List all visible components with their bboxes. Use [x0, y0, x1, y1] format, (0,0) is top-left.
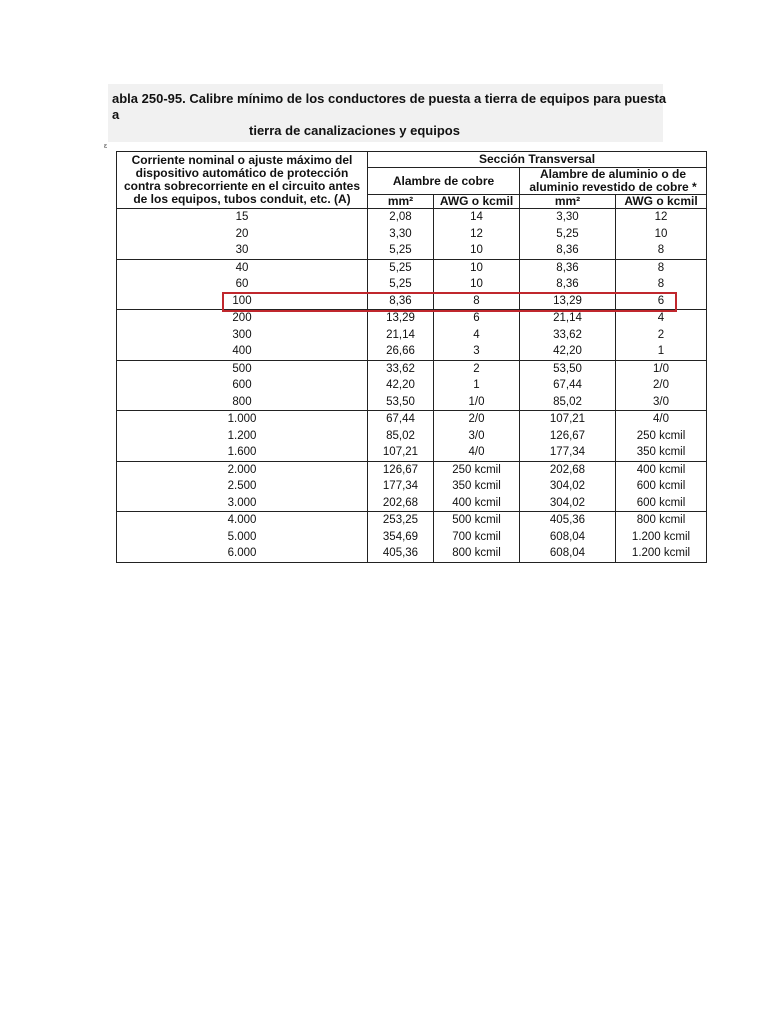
cell-copper-awg: 350 kcmil [434, 478, 520, 495]
cell-current-rating: 100 [117, 293, 368, 310]
cell-aluminum-awg: 350 kcmil [616, 444, 707, 461]
cell-current-rating: 40 [117, 259, 368, 276]
header-current-rating: Corriente nominal o ajuste máximo del dispositivo automático de protección contra sobrecorriente en el circuito antes de los equipos, tubos conduit, etc. (A) [117, 152, 368, 209]
cell-copper-mm2: 5,25 [368, 276, 434, 293]
cell-aluminum-awg: 4 [616, 310, 707, 327]
cell-aluminum-mm2: 42,20 [520, 343, 616, 360]
header-aluminum-mm2: mm² [520, 195, 616, 209]
cell-copper-mm2: 2,08 [368, 209, 434, 226]
table-row [117, 411, 707, 428]
cell-aluminum-awg: 8 [616, 276, 707, 293]
table-title [112, 91, 667, 139]
cell-aluminum-mm2: 8,36 [520, 276, 616, 293]
table-row [117, 512, 707, 529]
table-row [117, 293, 707, 310]
cell-aluminum-awg: 6 [616, 293, 707, 310]
table-row [117, 310, 707, 327]
cell-copper-awg: 14 [434, 209, 520, 226]
cell-aluminum-mm2: 177,34 [520, 444, 616, 461]
table-row [117, 242, 707, 259]
table-row [117, 327, 707, 344]
cell-copper-mm2: 53,50 [368, 394, 434, 411]
table-row [117, 276, 707, 293]
cell-aluminum-awg: 800 kcmil [616, 512, 707, 529]
cell-aluminum-mm2: 67,44 [520, 377, 616, 394]
header-copper-awg: AWG o kcmil [434, 195, 520, 209]
cell-aluminum-awg: 8 [616, 259, 707, 276]
cell-aluminum-mm2: 8,36 [520, 259, 616, 276]
cell-copper-mm2: 67,44 [368, 411, 434, 428]
table-row [117, 529, 707, 546]
cell-copper-awg: 2 [434, 360, 520, 377]
cell-copper-mm2: 107,21 [368, 444, 434, 461]
cell-current-rating: 600 [117, 377, 368, 394]
header-copper-mm2: mm² [368, 195, 434, 209]
cell-aluminum-mm2: 202,68 [520, 461, 616, 478]
cell-aluminum-mm2: 3,30 [520, 209, 616, 226]
cell-copper-awg: 6 [434, 310, 520, 327]
cell-aluminum-awg: 8 [616, 242, 707, 259]
cell-aluminum-awg: 4/0 [616, 411, 707, 428]
table-row [117, 360, 707, 377]
cell-copper-awg: 250 kcmil [434, 461, 520, 478]
cell-current-rating: 5.000 [117, 529, 368, 546]
corner-mark: ε [104, 143, 108, 150]
table-row [117, 394, 707, 411]
cell-copper-mm2: 26,66 [368, 343, 434, 360]
cell-aluminum-mm2: 107,21 [520, 411, 616, 428]
header-aluminum-wire: Alambre de aluminio o de aluminio revestido de cobre * [520, 168, 707, 195]
cell-copper-awg: 8 [434, 293, 520, 310]
table-row [117, 495, 707, 512]
cell-aluminum-mm2: 85,02 [520, 394, 616, 411]
cell-copper-mm2: 8,36 [368, 293, 434, 310]
cell-current-rating: 15 [117, 209, 368, 226]
cell-copper-mm2: 13,29 [368, 310, 434, 327]
cell-aluminum-awg: 600 kcmil [616, 495, 707, 512]
header-copper-wire: Alambre de cobre [368, 168, 520, 195]
table-row [117, 545, 707, 562]
cell-copper-mm2: 85,02 [368, 428, 434, 445]
cell-current-rating: 1.000 [117, 411, 368, 428]
cell-copper-mm2: 253,25 [368, 512, 434, 529]
cell-current-rating: 300 [117, 327, 368, 344]
cell-copper-awg: 3 [434, 343, 520, 360]
cell-current-rating: 800 [117, 394, 368, 411]
cell-copper-awg: 10 [434, 259, 520, 276]
cell-copper-mm2: 177,34 [368, 478, 434, 495]
cell-copper-mm2: 42,20 [368, 377, 434, 394]
cell-aluminum-mm2: 13,29 [520, 293, 616, 310]
table-row [117, 209, 707, 226]
cell-aluminum-awg: 1.200 kcmil [616, 545, 707, 562]
cell-copper-awg: 4/0 [434, 444, 520, 461]
table-row [117, 461, 707, 478]
cell-copper-awg: 700 kcmil [434, 529, 520, 546]
header-aluminum-awg: AWG o kcmil [616, 195, 707, 209]
cell-aluminum-mm2: 405,36 [520, 512, 616, 529]
cell-current-rating: 20 [117, 226, 368, 243]
cell-copper-awg: 2/0 [434, 411, 520, 428]
cell-current-rating: 400 [117, 343, 368, 360]
cell-aluminum-awg: 2/0 [616, 377, 707, 394]
cell-copper-awg: 500 kcmil [434, 512, 520, 529]
cell-aluminum-mm2: 608,04 [520, 529, 616, 546]
title-line-2: tierra de canalizaciones y equipos [249, 123, 460, 138]
cell-copper-mm2: 5,25 [368, 242, 434, 259]
grounding-conductor-table [116, 151, 707, 563]
cell-copper-mm2: 126,67 [368, 461, 434, 478]
table-row [117, 226, 707, 243]
cell-aluminum-mm2: 33,62 [520, 327, 616, 344]
cell-aluminum-mm2: 53,50 [520, 360, 616, 377]
cell-copper-awg: 800 kcmil [434, 545, 520, 562]
cell-aluminum-awg: 400 kcmil [616, 461, 707, 478]
cell-aluminum-awg: 1/0 [616, 360, 707, 377]
table-row [117, 478, 707, 495]
cell-aluminum-awg: 1.200 kcmil [616, 529, 707, 546]
cell-copper-mm2: 21,14 [368, 327, 434, 344]
cell-current-rating: 1.200 [117, 428, 368, 445]
cell-current-rating: 60 [117, 276, 368, 293]
cell-copper-mm2: 354,69 [368, 529, 434, 546]
cell-current-rating: 6.000 [117, 545, 368, 562]
cell-copper-awg: 3/0 [434, 428, 520, 445]
cell-aluminum-awg: 10 [616, 226, 707, 243]
cell-aluminum-mm2: 304,02 [520, 495, 616, 512]
cell-copper-awg: 1 [434, 377, 520, 394]
cell-aluminum-mm2: 608,04 [520, 545, 616, 562]
cell-aluminum-awg: 12 [616, 209, 707, 226]
header-cross-section: Sección Transversal [368, 152, 707, 168]
cell-aluminum-awg: 600 kcmil [616, 478, 707, 495]
table-row [117, 259, 707, 276]
cell-copper-awg: 10 [434, 242, 520, 259]
cell-copper-awg: 12 [434, 226, 520, 243]
cell-copper-awg: 1/0 [434, 394, 520, 411]
cell-aluminum-awg: 3/0 [616, 394, 707, 411]
cell-copper-mm2: 3,30 [368, 226, 434, 243]
cell-copper-mm2: 33,62 [368, 360, 434, 377]
cell-copper-mm2: 202,68 [368, 495, 434, 512]
cell-aluminum-mm2: 5,25 [520, 226, 616, 243]
cell-aluminum-mm2: 304,02 [520, 478, 616, 495]
cell-copper-awg: 400 kcmil [434, 495, 520, 512]
title-line-1: abla 250-95. Calibre mínimo de los conductores de puesta a tierra de equipos para puesta a [112, 91, 667, 122]
cell-aluminum-awg: 2 [616, 327, 707, 344]
cell-aluminum-awg: 250 kcmil [616, 428, 707, 445]
table-row [117, 428, 707, 445]
cell-aluminum-mm2: 126,67 [520, 428, 616, 445]
cell-aluminum-mm2: 21,14 [520, 310, 616, 327]
cell-current-rating: 2.000 [117, 461, 368, 478]
table-body [117, 209, 707, 563]
cell-copper-mm2: 5,25 [368, 259, 434, 276]
cell-current-rating: 500 [117, 360, 368, 377]
cell-copper-mm2: 405,36 [368, 545, 434, 562]
table-row [117, 444, 707, 461]
table-row [117, 377, 707, 394]
cell-current-rating: 1.600 [117, 444, 368, 461]
cell-copper-awg: 4 [434, 327, 520, 344]
cell-current-rating: 200 [117, 310, 368, 327]
cell-current-rating: 2.500 [117, 478, 368, 495]
cell-aluminum-awg: 1 [616, 343, 707, 360]
cell-current-rating: 30 [117, 242, 368, 259]
cell-copper-awg: 10 [434, 276, 520, 293]
table-row [117, 343, 707, 360]
cell-current-rating: 4.000 [117, 512, 368, 529]
cell-aluminum-mm2: 8,36 [520, 242, 616, 259]
cell-current-rating: 3.000 [117, 495, 368, 512]
